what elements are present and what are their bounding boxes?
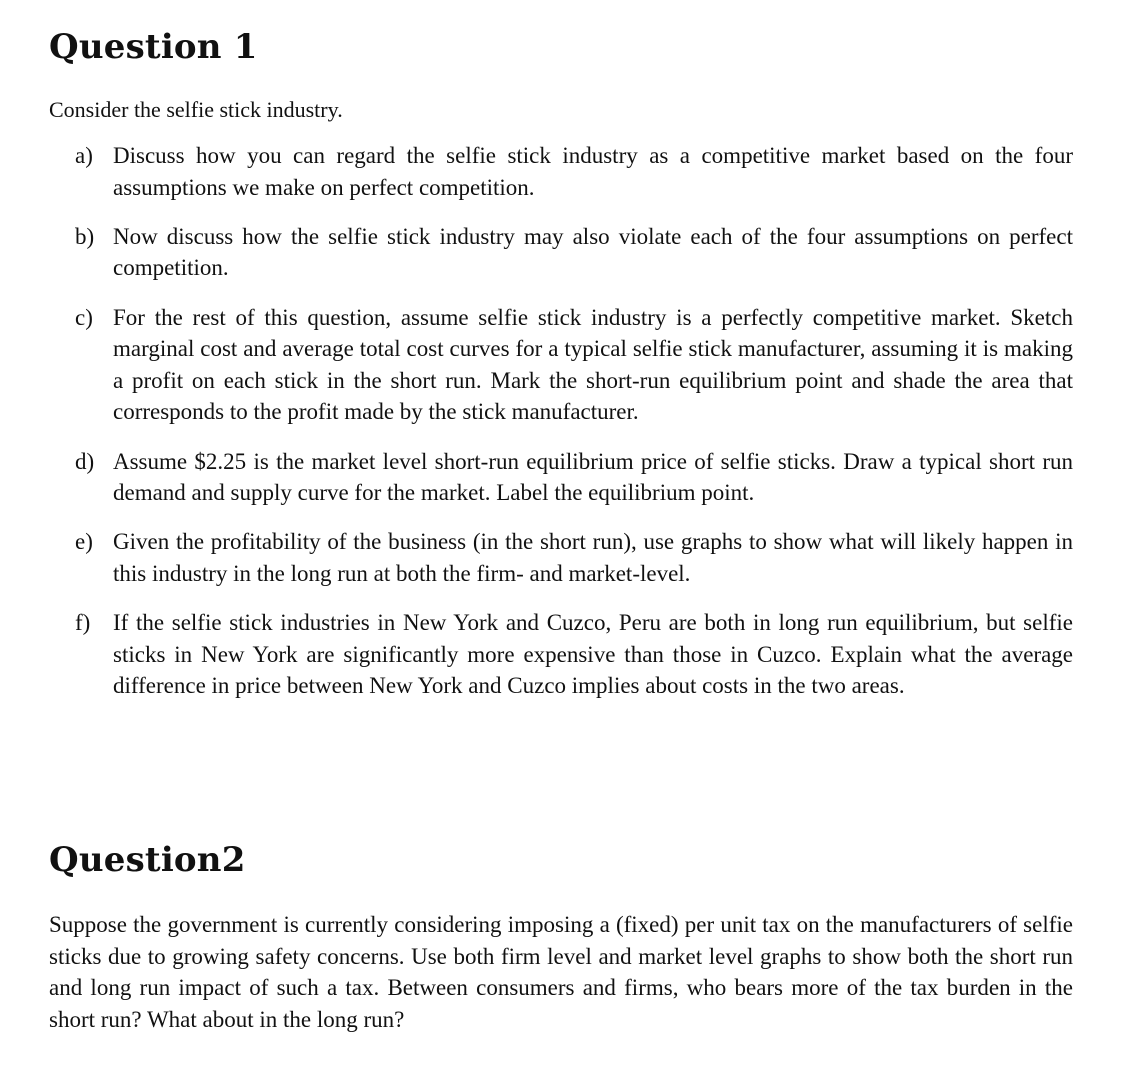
part-f-label: f)	[75, 610, 91, 636]
part-b-label: b)	[75, 223, 95, 249]
part-e-label: e)	[75, 529, 93, 555]
question-2-title: Question2	[49, 840, 246, 880]
part-a-label: a)	[75, 143, 93, 168]
question-2-body: Suppose the government is currently considering imposing a (fixed) per unit tax on the manufacturers of selfie sticks due to growing safety concerns. Use both firm level and market level graphs to show both the short run and long run impact of such a tax. Between consumers and firms, who bears more of the tax burden in the short run? What about in the long run?	[49, 912, 1073, 1032]
part-d-text: Assume $2.25 is the market level short-run equilibrium price of selfie sticks. Draw a typical short run demand and supply curve for the market. Label the equilibrium point.	[113, 448, 1073, 506]
question-1-intro: Consider the selfie stick industry.	[49, 97, 343, 122]
part-f-text: If the selfie stick industries in New York and Cuzco, Peru are both in long run equilibrium, but selfie sticks in New York are significantly more expensive than those in Cuzco. Explain what the average difference in price between New York and Cuzco implies about costs in the two areas.	[113, 610, 1073, 699]
question-1-title: Question 1	[49, 27, 258, 67]
part-b-text: Now discuss how the selfie stick industry may also violate each of the four assumptions on perfect competition.	[113, 223, 1073, 281]
part-e	[75, 526, 1073, 589]
part-b	[75, 221, 1073, 284]
part-d-label: d)	[75, 448, 95, 474]
part-c	[75, 302, 1073, 428]
part-d	[75, 446, 1073, 509]
part-e-text: Given the profitability of the business (in the short run), use graphs to show what will likely happen in this industry in the long run at both the firm- and market-level.	[113, 529, 1073, 586]
part-a	[75, 140, 1073, 203]
part-f	[75, 607, 1073, 702]
part-a-text: Discuss how you can regard the selfie stick industry as a competitive market based on the four assumptions we make on perfect competition.	[113, 143, 1073, 200]
part-c-text: For the rest of this question, assume selfie stick industry is a perfectly competitive market. Sketch marginal cost and average total cost curves for a typical selfie stick manufacturer, assuming it is making a profit on each stick in the short run. Mark the short-run equilibrium point and shade the area that corresponds to the profit made by the stick manufacturer.	[113, 304, 1073, 425]
question-1-parts	[75, 140, 1073, 719]
part-c-label: c)	[75, 304, 93, 330]
